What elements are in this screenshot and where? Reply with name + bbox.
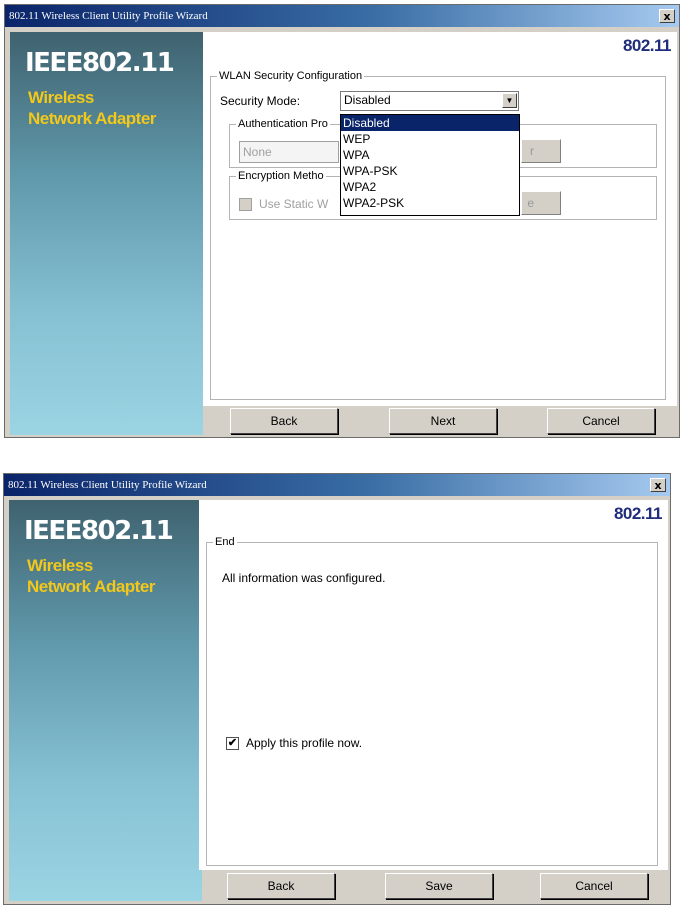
next-button[interactable]: Next [389,408,497,434]
security-mode-value: Disabled [344,93,391,107]
brand-wireless: Wireless [27,556,93,575]
window-title: 802.11 Wireless Client Utility Profile Wizard [8,479,207,491]
encryption-title: Encryption Metho [238,170,324,182]
use-static-wep-checkbox[interactable] [239,198,252,211]
end-group [206,536,658,866]
security-mode-dropdown [340,114,520,216]
brand-sidebar [9,500,202,901]
authentication-title: Authentication Pro [238,118,328,130]
option-wep[interactable]: WEP [343,132,371,146]
configured-message: All information was configured. [222,571,386,585]
use-static-wep-label: Use Static W [259,197,329,211]
end-title: End [215,536,235,548]
authentication-value: None [243,145,272,159]
logo-802-11: 802.11 [613,504,662,523]
cancel-button[interactable]: Cancel [547,408,655,434]
checkmark-icon: ✔ [227,737,238,749]
close-icon[interactable]: x [650,478,666,492]
option-wpa2-psk[interactable]: WPA2-PSK [343,196,405,210]
brand-sidebar [10,32,203,435]
brand-model: IEEE802.11 [24,516,173,546]
save-button[interactable]: Save [385,873,493,899]
option-wpa-psk[interactable]: WPA-PSK [343,164,398,178]
brand-model: IEEE802.11 [25,48,174,78]
brand-wireless: Wireless [28,88,94,107]
wizard-content [199,500,668,870]
chevron-down-icon[interactable]: ▼ [502,93,517,108]
back-button[interactable]: Back [227,873,335,899]
apply-profile-label: Apply this profile now. [246,736,363,750]
security-mode-label: Security Mode: [220,94,301,108]
brand-network-adapter: Network Adapter [27,577,155,596]
cancel-button[interactable]: Cancel [540,873,648,899]
security-mode-select[interactable] [340,91,519,111]
window-title: 802.11 Wireless Client Utility Profile Wizard [9,10,208,22]
authentication-configure-button[interactable]: r [521,139,561,163]
profile-wizard-window-end [3,473,671,905]
logo-802-11: 802.11 [622,36,671,55]
authentication-select[interactable] [239,141,339,163]
option-wpa[interactable]: WPA [343,148,370,162]
brand-network-adapter: Network Adapter [28,109,156,128]
title-bar[interactable] [4,474,670,496]
option-wpa2[interactable]: WPA2 [343,180,377,194]
apply-profile-checkbox[interactable] [226,737,239,750]
back-button[interactable]: Back [230,408,338,434]
wizard-content [203,32,677,406]
close-icon[interactable]: x [659,9,675,23]
wlan-security-title: WLAN Security Configuration [219,70,363,82]
profile-wizard-window-security [4,4,680,438]
option-disabled[interactable]: Disabled [341,115,519,131]
title-bar[interactable] [5,5,679,27]
encryption-configure-button[interactable]: e [521,191,561,215]
